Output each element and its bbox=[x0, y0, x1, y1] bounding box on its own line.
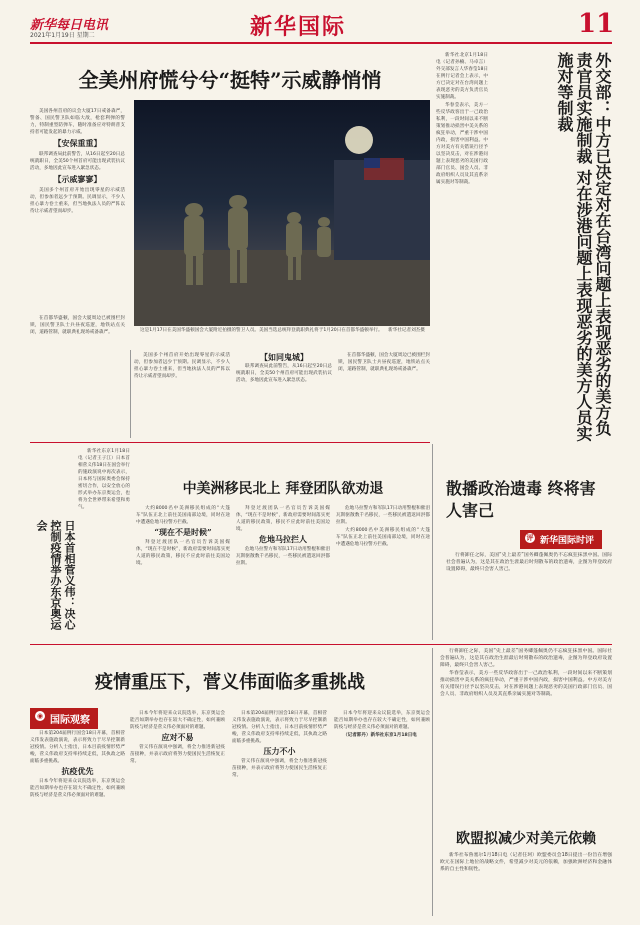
story6-rule bbox=[30, 644, 612, 645]
story1-credit: 新华社记者刘杰摄 bbox=[388, 328, 425, 333]
issue-date: 2021年1月19日 星期二 bbox=[30, 32, 95, 39]
story1-col1 bbox=[30, 108, 125, 310]
story6-band bbox=[30, 708, 98, 729]
story6-p2c: 日本今年将迎来众议院选举，东京奥运会能否如期举办也存在较大不确定性，如何兼顾防疫与经济是菅义伟必须面对的难题。 bbox=[334, 711, 430, 730]
story2-dateline: 新华社北京1月18日电（记者孙楠、马卓言）外交部发言人华春莹18日在例行记者会上表示，中方已决定对在台湾问题上表现恶劣的美方负责官员实施制裁。 bbox=[436, 53, 488, 100]
story6-headline: 疫情重压下，菅义伟面临多重挑战 bbox=[95, 672, 365, 693]
story6-p3: 菅义伟在演说中强调，将全力推进新冠疫苗接种，并表示政府将努力使国民生活恢复正常。 bbox=[130, 745, 225, 764]
story1-p3: 联邦调查局此前警告，从16日起至20日总统就职日，全美50个州首府可能出现武装抗议活动，多地因此宣布进入紧急状态。 bbox=[30, 152, 125, 171]
story4-p2b: 拜登过渡团队一名官员告诉美国媒体，“现在不是时候”，新政府需要时间落实更人道的移民政策，移民不应此时前往美国边境。 bbox=[236, 506, 330, 532]
story4-sub1: “现在不是时候” bbox=[154, 527, 212, 537]
story6-credit: （记者郭丹）新华社东京1月18日电 bbox=[343, 733, 417, 738]
story6-band-label: 国际观察 bbox=[50, 715, 90, 726]
story6-p3b: 菅义伟在演说中强调，将全力推进新冠疫苗接种，并表示政府将努力使国民生活恢复正常。 bbox=[232, 759, 327, 778]
story6-col1 bbox=[30, 730, 125, 915]
story6-p2: 日本今年将迎来众议院选举，东京奥运会能否如期举办也存在较大不确定性，如何兼顾防疫与经济是菅义伟必须面对的难题。 bbox=[30, 779, 125, 798]
story5-column-label: 新华国际时评 bbox=[540, 536, 595, 546]
story4-p1: 大约8000名中美洲移民组成的“大篷车”队伍正北上前往美国南部边境，同时在途中遭遇危地马拉警方拦截。 bbox=[136, 506, 230, 525]
story7-body: 新华社布鲁塞尔1月18日电（记者任珂）欧盟委员会18日提出一份旨在增强欧元在国际上地位的战略文件，希望减少对美元的依赖，加强欧洲经济和金融体系的自主性和韧性。 bbox=[440, 853, 612, 872]
story1-cont2-text: 联邦调查局此前警告，从16日起至20日总统就职日，全美50个州首府可能出现武装抗议活动，多地因此宣布进入紧急状态。 bbox=[236, 364, 332, 383]
story4-headline: 中美洲移民北上 拜登团队欲劝退 bbox=[182, 481, 384, 497]
story6-col3 bbox=[232, 710, 327, 915]
story1-sub1: 【安保重重】 bbox=[53, 138, 102, 148]
story7-headline: 欧盟拟减少对美元依赖 bbox=[456, 831, 596, 847]
brand-logo: 新华每日电讯 bbox=[30, 18, 109, 33]
story1-sub2: 【示威寥寥】 bbox=[53, 174, 102, 184]
story4-sub3: 危地马拉拦人 bbox=[259, 534, 307, 544]
story4-p3b: 危地马拉警方和军队17日动用警棍和催泪瓦斯驱散数千名移民，一些移民被遣返回洪都拉斯。 bbox=[336, 506, 430, 525]
globe-icon: ◉ bbox=[36, 712, 44, 720]
story6-col2 bbox=[130, 710, 225, 915]
story1-cont1-text: 美国多个州首府开始出现零星的示威活动，但参加者远少于预期。民调显示，不少人担心暴力卷土重来，但当地执法人员的严阵以待让示威者望而却步。 bbox=[134, 353, 230, 379]
story1-lead: 美国各州首府的议会大厦17日戒备森严，警备、国民警卫队如临大敌，枪套利弹的警力，特制重型防弹车，随时准备应对特朗普支持者可能发起的暴力示威。 bbox=[30, 109, 125, 135]
story4-col2 bbox=[236, 505, 330, 640]
story2-dateline-col bbox=[436, 52, 488, 442]
story1-photo bbox=[134, 100, 430, 326]
story3-body-col bbox=[78, 448, 130, 638]
story3-rule bbox=[30, 442, 430, 443]
story7-body-col bbox=[440, 852, 612, 916]
story1-col2 bbox=[30, 315, 125, 438]
story2-body-cont: 华春莹表示，美方一些反华政客出于一己政治私利，一段时间以来不断策划推动损害中美关系的疯狂举动，严重干涉中国内政，损害中国利益。中方对美方有关错误行径予以坚决反击，对在涉港问题上表现恶劣的美国行政部门官员、国会人员、非政府组织人员及其直系亲属实施对等制裁。 bbox=[440, 671, 612, 697]
story6-sub3: 压力不小 bbox=[263, 746, 296, 756]
story3-body: 新华社东京1月18日电（记者王子江）日本首相菅义伟18日在国会举行的施政演说中再次表示，日本将与国际奥委会保持密切合作，以安全放心的形式举办东京奥运会，也将为全世界带来希望和勇气。 bbox=[78, 449, 130, 510]
story6-p2b: 日本今年将迎来众议院选举，东京奥运会能否如期举办也存在较大不确定性，如何兼顾防疫与经济是菅义伟必须面对的难题。 bbox=[130, 711, 225, 730]
story1-p2: 在首都华盛顿，国会大厦周边已被围栏封锁，国民警卫队士兵昼夜巡逻，地铁站点关闭，道路管制，就职典礼现场戒备森严。 bbox=[30, 316, 125, 335]
story1-p1: 美国多个州首府开始出现零星的示威活动，但参加者远少于预期。民调显示，不少人担心暴力卷土重来，但当地执法人员的严阵以待让示威者望而却步。 bbox=[30, 188, 125, 214]
story5-body-col bbox=[446, 552, 612, 640]
story2-body: 华春莹表示，美方一些反华政客出于一己政治私利，一段时间以来不断策划推动损害中美关系的疯狂举动，严重干涉中国内政，损害中国利益。中方对美方有关错误行径予以坚决反击，对在涉港问题上表现恶劣的美国行政部门官员、国会人员、非政府组织人员及其直系亲属实施对等制裁。 bbox=[436, 103, 488, 185]
page-number: 11 bbox=[578, 9, 615, 39]
commentary-icon: 评 bbox=[526, 534, 534, 542]
story4-p1b: 大约8000名中美洲移民组成的“大篷车”队伍正北上前往美国南部边境，同时在途中遭遇危地马拉警方拦截。 bbox=[336, 528, 430, 547]
story6-p1: 日本第204届例行国会18日开幕，首相菅义伟发表施政演说，表示将致力于尽早控制新冠疫情。分析人士指出，日本目前疫情形势严峻，菅义伟政府支持率持续走低，其执政之路面临多重挑战。 bbox=[30, 731, 125, 764]
section-title: 新华国际 bbox=[250, 14, 347, 40]
story5-body-cont: 行将卸任之际，美国“史上最差”国务卿蓬佩奥仍不忘疯狂抹黑中国。国际社会普遍认为，这是其在政治生涯最后时刻散布的政治遗毒，企图为拜登政府设置障碍，最终只会害人害己。 bbox=[440, 649, 612, 668]
story5-column-band bbox=[520, 530, 602, 549]
story4-sub2: 【如同鬼城】 bbox=[260, 352, 308, 362]
col-divider-1 bbox=[130, 350, 131, 438]
story6-sub1: 抗疫优先 bbox=[61, 766, 94, 776]
story1-cont1 bbox=[134, 352, 230, 438]
story6-sub2: 应对不易 bbox=[161, 732, 194, 742]
story1-cont3-text: 在首都华盛顿，国会大厦周边已被围栏封锁，国民警卫队士兵昼夜巡逻，地铁站点关闭，道路管制，就职典礼现场戒备森严。 bbox=[338, 353, 430, 372]
story4-col1 bbox=[136, 505, 230, 640]
story5-body: 行将卸任之际，美国“史上最差”国务卿蓬佩奥仍不忘疯狂抹黑中国。国际社会普遍认为，这是其在政治生涯最后时刻散布的政治遗毒，企图为拜登政府设置障碍，最终只会害人害己。 bbox=[446, 553, 612, 572]
story1-cont3 bbox=[338, 352, 430, 438]
story5-title: 散播政治遗毒 终将害人害己 bbox=[446, 479, 596, 520]
photo-scene bbox=[134, 100, 430, 326]
story1-caption bbox=[140, 328, 430, 334]
story1-cont2 bbox=[236, 352, 332, 438]
story4-col3 bbox=[336, 505, 430, 640]
story6-p1b: 日本第204届例行国会18日开幕，首相菅义伟发表施政演说，表示将致力于尽早控制新冠疫情。分析人士指出，日本目前疫情形势严峻，菅义伟政府支持率持续走低，其执政之路面临多重挑战。 bbox=[232, 711, 327, 744]
col-divider-3 bbox=[432, 648, 433, 916]
masthead-rule bbox=[30, 42, 612, 44]
story3-title: 日本首相菅义伟：决心控制疫情举办东京奥运会 bbox=[35, 520, 76, 630]
story4-p3: 危地马拉警方和军队17日动用警棍和催泪瓦斯驱散数千名移民，一些移民被遣返回洪都拉斯。 bbox=[236, 547, 330, 566]
story1-caption-text: 这是1月17日在美国华盛顿国会大厦附近拍摄的警卫人员。美国当选总统拜登就职典礼将于1月20日在首都华盛顿举行。 bbox=[140, 328, 383, 333]
story4-p2: 拜登过渡团队一名官员告诉美国媒体，“现在不是时候”，新政府需要时间落实更人道的移民政策，移民不应此时前往美国边境。 bbox=[136, 540, 230, 566]
story2-title: 外交部：中方已决定对在台湾问题上表现恶劣的美方负责官员实施制裁 对在涉港问题上表现恶劣的美方人员实施对等制裁 bbox=[555, 52, 612, 442]
col-divider-2 bbox=[432, 444, 433, 640]
story1-headline: 全美州府慌兮兮“挺特”示威静悄悄 bbox=[78, 68, 382, 92]
story6-col4 bbox=[334, 710, 430, 915]
story5-cont-col bbox=[440, 648, 612, 818]
